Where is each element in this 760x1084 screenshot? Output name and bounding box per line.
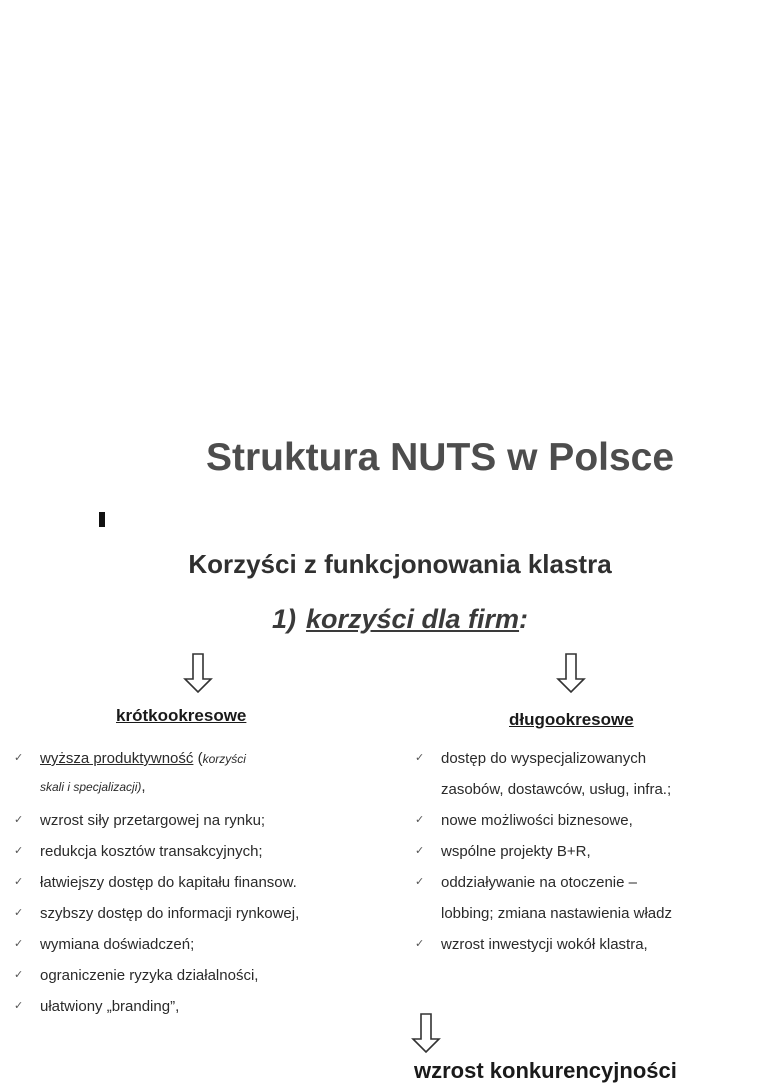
item-text: ułatwiony „branding”,	[40, 998, 180, 1015]
list-item	[415, 743, 672, 805]
item-text-continued: lobbing; zmiana nastawienia władz	[441, 905, 672, 922]
short-term-heading: krótkookresowe	[116, 706, 247, 725]
check-icon: ✓	[14, 938, 24, 950]
section-label: korzyści dla firm	[305, 604, 520, 634]
list-item	[14, 867, 299, 898]
down-arrow-icon	[556, 653, 586, 693]
item-note-continued: skali i specjalizacji)	[40, 780, 142, 794]
check-icon: ✓	[415, 845, 425, 857]
item-text: nowe możliwości biznesowe,	[441, 812, 633, 829]
check-icon: ✓	[14, 814, 24, 826]
list-item	[415, 867, 672, 929]
list-item	[415, 805, 672, 836]
section-heading	[0, 604, 760, 635]
check-icon: ✓	[415, 814, 425, 826]
list-item	[14, 836, 299, 867]
check-icon: ✓	[415, 938, 425, 950]
check-icon: ✓	[14, 845, 24, 857]
check-icon: ✓	[14, 907, 24, 919]
list-item	[14, 805, 299, 836]
bullet-mark	[99, 512, 105, 527]
list-item	[14, 991, 299, 1022]
list-item	[14, 960, 299, 991]
list-item	[415, 929, 672, 960]
check-icon: ✓	[14, 752, 24, 764]
item-text: wzrost siły przetargowej na rynku;	[40, 812, 266, 829]
list-item: ✓ wyższa produktywność (korzyści skali i specjalizacji),	[40, 743, 299, 803]
item-text: wyższa produktywność	[40, 750, 194, 767]
list-item	[415, 836, 672, 867]
item-text: dostęp do wyspecjalizowanych	[441, 750, 647, 767]
section-suffix: :	[519, 604, 529, 634]
item-text: wzrost inwestycji wokół klastra,	[441, 936, 648, 953]
down-arrow-icon	[411, 1013, 441, 1053]
check-icon: ✓	[14, 1000, 24, 1012]
list-item	[14, 898, 300, 929]
item-text-continued: zasobów, dostawców, usług, infra.;	[441, 781, 672, 798]
item-text: łatwiejszy dostęp do kapitału finansow.	[40, 874, 297, 891]
section-number: 1)	[271, 604, 296, 634]
slide-subtitle: Korzyści z funkcjonowania klastra	[188, 549, 612, 579]
item-text: szybszy dostęp do informacji rynkowej,	[40, 905, 300, 922]
list-item	[14, 929, 299, 960]
item-text: oddziaływanie na otoczenie –	[441, 874, 637, 891]
item-text: ograniczenie ryzyka działalności,	[40, 967, 259, 984]
page-title: Struktura NUTS w Polsce	[205, 436, 675, 479]
down-arrow-icon	[183, 653, 213, 693]
check-icon: ✓	[415, 752, 425, 764]
check-icon: ✓	[14, 969, 24, 981]
item-text: wspólne projekty B+R,	[441, 843, 591, 860]
conclusion-text: wzrost konkurencyjności	[414, 1058, 677, 1083]
item-text: redukcja kosztów transakcyjnych;	[40, 843, 263, 860]
check-icon: ✓	[14, 876, 24, 888]
item-text: wymiana doświadczeń;	[40, 936, 195, 953]
long-term-heading: długookresowe	[509, 710, 634, 729]
long-term-benefits-list	[415, 743, 672, 960]
item-note: korzyści	[202, 752, 246, 766]
short-term-benefits-list	[14, 743, 300, 1022]
check-icon: ✓	[415, 876, 425, 888]
